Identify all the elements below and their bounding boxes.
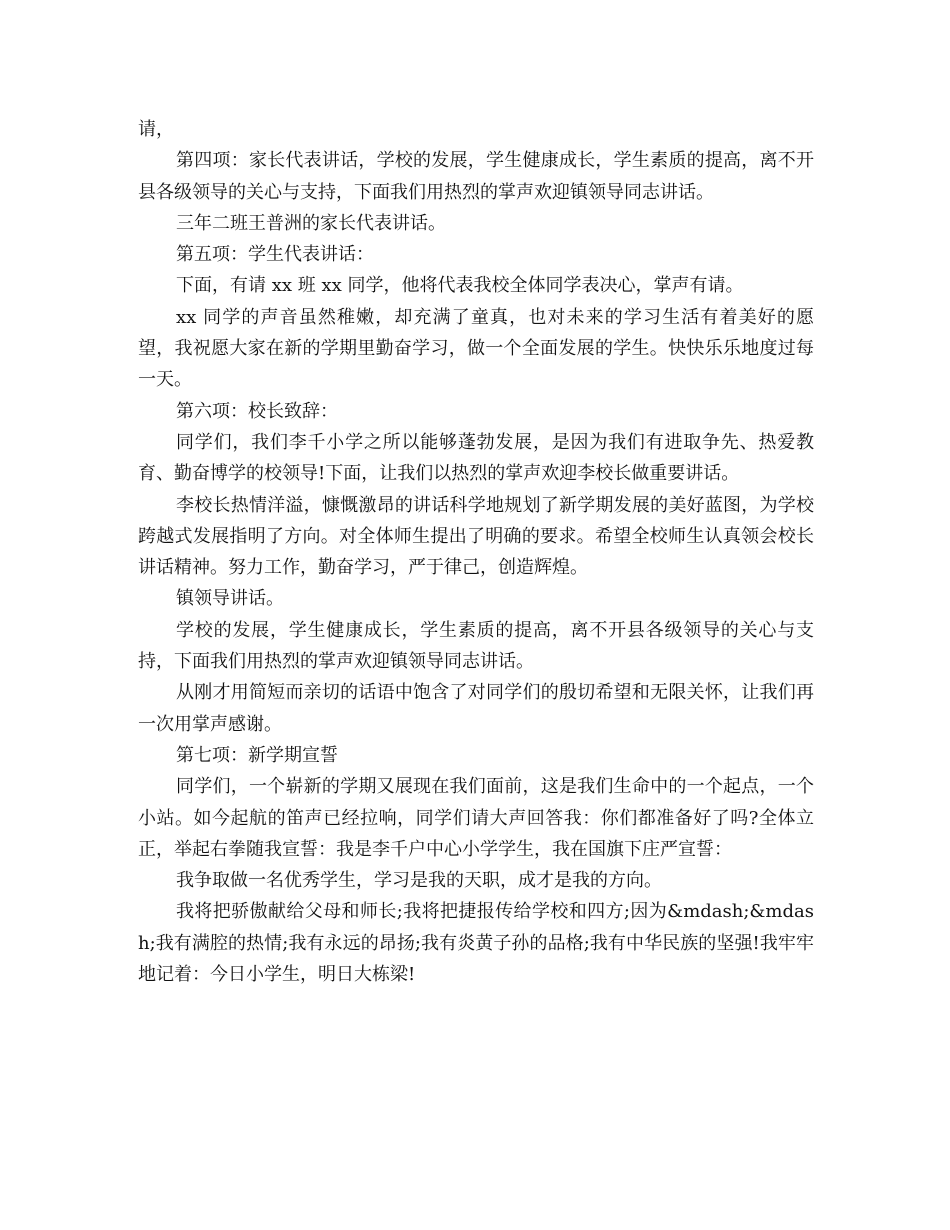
paragraph: 镇领导讲话。 [176, 588, 284, 610]
paragraph: xx 同学的声音虽然稚嫩，却充满了童真，也对未来的学习生活有着美好的愿望，我祝愿大家在新的学期里勤奋学习，做一个全面发展的学生。快快乐乐地度过每一天。 [138, 306, 814, 391]
paragraph: 请， [138, 119, 174, 140]
paragraph-item-7-heading: 第七项：新学期宣誓 [176, 744, 338, 766]
paragraph-item-5-heading: 第五项：学生代表讲话： [176, 244, 374, 266]
paragraph-item-4-parent-speech: 第四项：家长代表讲话，学校的发展，学生健康成长，学生素质的提高，离不开县各级领导的关心与支持，下面我们用热烈的掌声欢迎镇领导同志讲话。 [138, 150, 814, 203]
paragraph-item-6-heading: 第六项：校长致辞： [176, 400, 338, 422]
paragraph: 同学们，我们李千小学之所以能够蓬勃发展，是因为我们有进取争先、热爱教育、勤奋博学的校领导!下面，让我们以热烈的掌声欢迎李校长做重要讲话。 [138, 431, 814, 485]
paragraph: 我争取做一名优秀学生，学习是我的天职，成才是我的方向。 [176, 870, 662, 892]
paragraph: 同学们，一个崭新的学期又展现在我们面前，这是我们生命中的一个起点，一个小站。如今起航的笛声已经拉响，同学们请大声回答我：你们都准备好了吗?全体立正，举起右拳随我宣誓：我是李千户中心小学学生，我在国旗下庄严宣誓： [138, 776, 814, 860]
paragraph: 我将把骄傲献给父母和师长;我将把捷报传给学校和四方;因为&mdash;&mdash;我有满腔的热情;我有永远的昂扬;我有炎黄子孙的品格;我有中华民族的坚强!我牢牢地记着：今日小学生，明日大栋梁! [138, 901, 814, 986]
paragraph: 学校的发展，学生健康成长，学生素质的提高，离不开县各级领导的关心与支持，下面我们用热烈的掌声欢迎镇领导同志讲话。 [138, 619, 814, 673]
document-body [138, 114, 814, 990]
paragraph: 三年二班王普洲的家长代表讲话。 [176, 212, 446, 234]
paragraph: 从刚才用简短而亲切的话语中饱含了对同学们的殷切希望和无限关怀，让我们再一次用掌声感谢。 [138, 682, 814, 735]
paragraph: 李校长热情洋溢，慷慨激昂的讲话科学地规划了新学期发展的美好蓝图，为学校跨越式发展指明了方向。对全体师生提出了明确的要求。希望全校师生认真领会校长讲话精神。努力工作，勤奋学习，严于律己，创造辉煌。 [138, 494, 814, 579]
paragraph: 下面，有请 xx 班 xx 同学，他将代表我校全体同学表决心，掌声有请。 [176, 275, 744, 297]
